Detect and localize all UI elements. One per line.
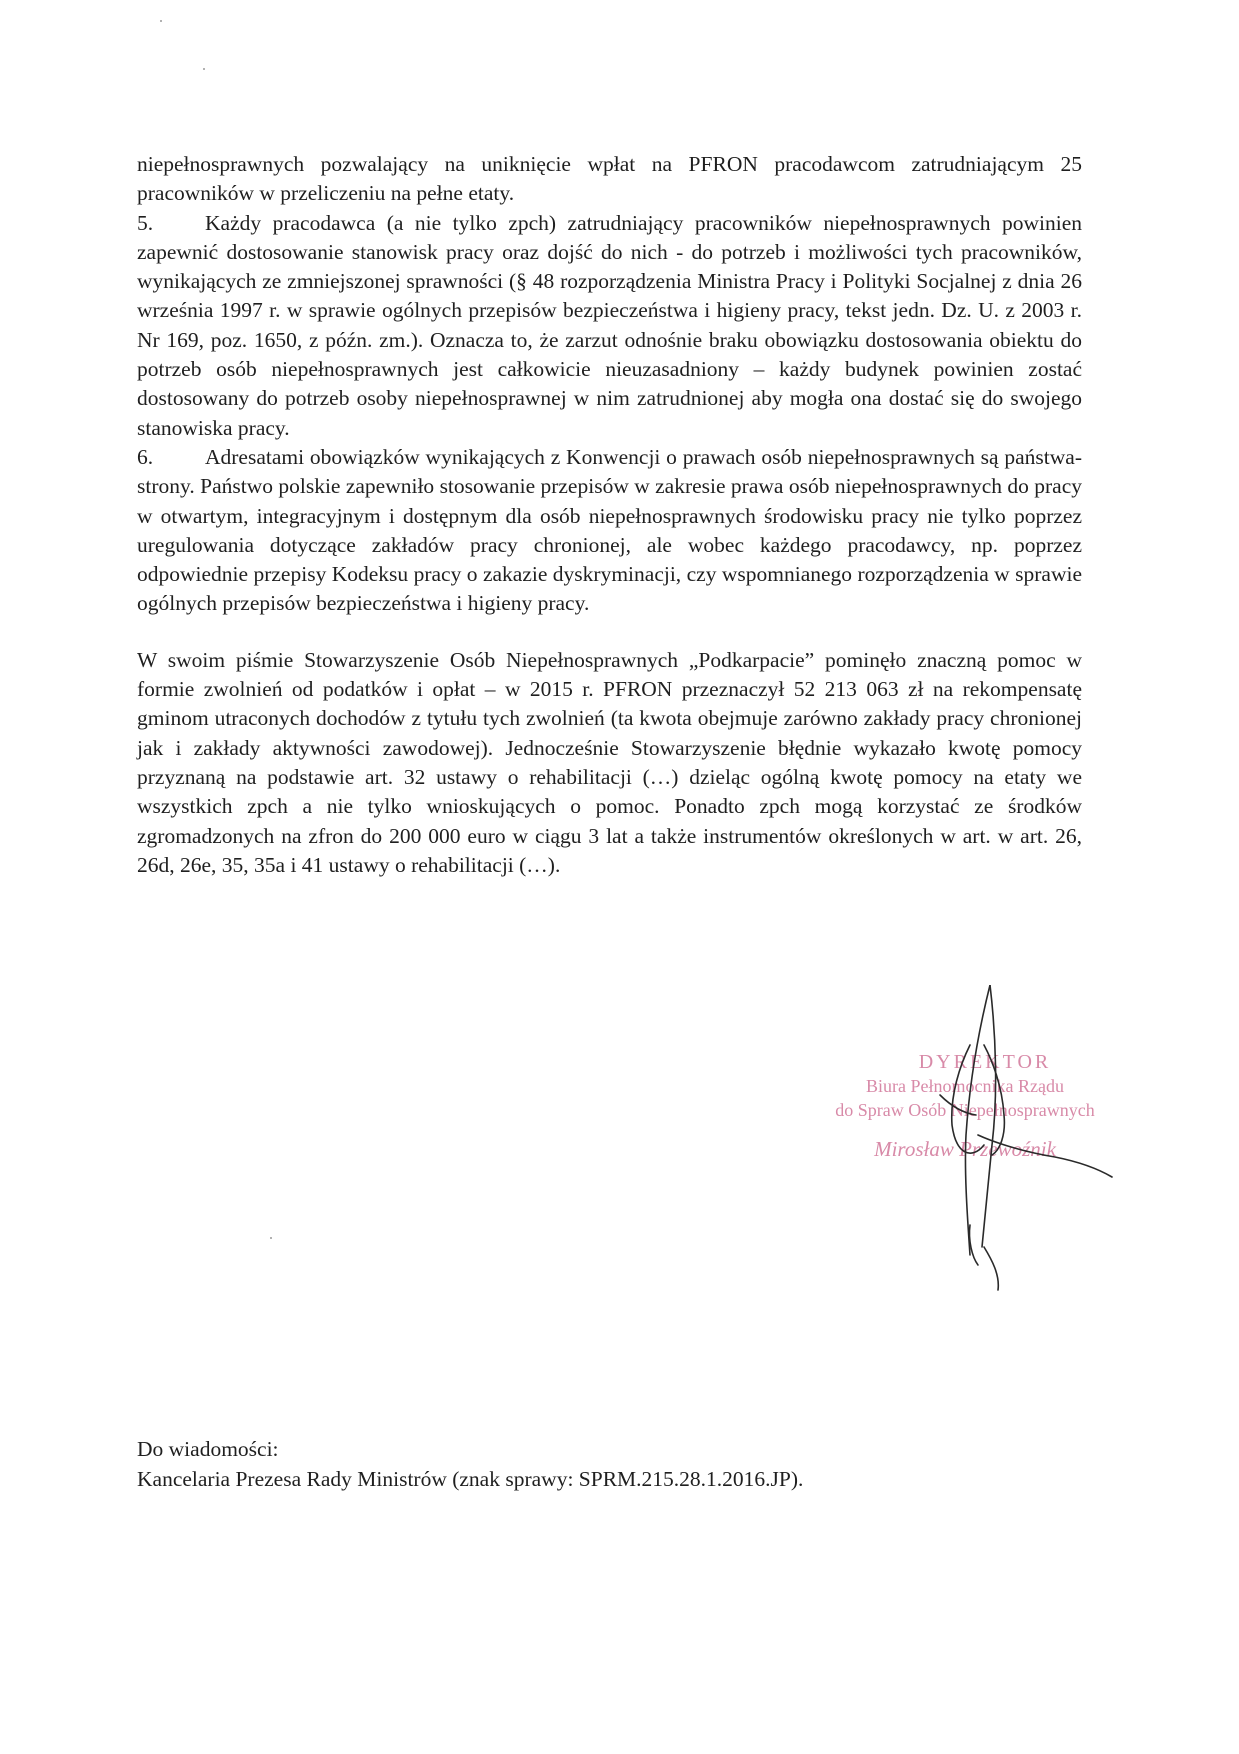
point-text: Każdy pracodawca (a nie tylko zpch) zatrudniający pracowników niepełnosprawnych powinien zapewnić dostosowanie stanowisk pracy oraz dojść do nich - do potrzeb i możliwości tych pracowników, wynikających ze zmniejszonej sprawności (§ 48 rozporządzenia Ministra Pracy i Polityki Socjalnej z dnia 26 września 1997 r. w sprawie ogólnych przepisów bezpieczeństwa i higieny pracy, tekst jedn. Dz. U. z 2003 r. Nr 169, poz. 1650, z późn. zm.). Oznacza to, że zarzut odnośnie braku obowiązku dostosowania obiektu do potrzeb osób niepełnosprawnych jest całkowicie nieuzasadniony – każdy budynek powinien zostać dostosowany do potrzeb osoby niepełnosprawnej w nim zatrudnionej aby mogła ona dostać się do swojego stanowiska pracy. [137, 210, 1082, 440]
paragraph-gap [137, 619, 1082, 646]
paragraph-summary: W swoim piśmie Stowarzyszenie Osób Niepełnosprawnych „Podkarpacie” pominęło znaczną pomoc w formie zwolnień od podatków i opłat – w 2015 r. PFRON przeznaczył 52 213 063 zł na rekompensatę gminom utraconych dochodów z tytułu tych zwolnień (ta kwota obejmuje zarówno zakłady pracy chronionej jak i zakłady aktywności zawodowej). Jednocześnie Stowarzyszenie błędnie wykazało kwotę pomocy przyznaną na podstawie art. 32 ustawy o rehabilitacji (…) dzieląc ogólną kwotę pomocy na etaty we wszystkich zpch a nie tylko wnioskujących o pomoc. Ponadto zpch mogą korzystać ze środków zgromadzonych na zfron do 200 000 euro w ciągu 3 lat a także instrumentów określonych w art. w art. 26, 26d, 26e, 35, 35a i 41 ustawy o rehabilitacji (…). [137, 647, 1082, 877]
point-text: Adresatami obowiązków wynikających z Konwencji o prawach osób niepełnosprawnych są państwa-strony. Państwo polskie zapewniło stosowanie przepisów w zakresie prawa osób niepełnosprawnych do pracy w otwartym, integracyjnym i dostępnym dla osób niepełnosprawnych środowisku pracy nie tylko poprzez uregulowania dotyczące zakładów pracy chronionej, ale wobec każdego pracodawcy, np. poprzez odpowiednie przepisy Kodeksu pracy o zakazie dyskryminacji, czy wspomnianego rozporządzenia w sprawie ogólnych przepisów bezpieczeństwa i higieny pracy. [137, 444, 1082, 616]
point-number: 5. [137, 210, 154, 235]
cc-label: Do wiadomości: [137, 1437, 279, 1461]
stamp-signatory-name: Mirosław Przewoźnik [874, 1137, 1056, 1161]
copy-recipients [137, 1434, 1097, 1494]
paragraph-point-6 [137, 443, 1082, 619]
scan-speck [160, 20, 162, 22]
scan-speck [270, 1237, 272, 1239]
stamp-office-line-1: Biura Pełnomocnika Rządu [866, 1076, 1064, 1096]
point-number: 6. [137, 444, 154, 469]
paragraph-continued: niepełnosprawnych pozwalający na uniknięcie wpłat na PFRON pracodawcom zatrudniającym 25 pracowników w przeliczeniu na pełne etaty. [137, 152, 1082, 206]
handwritten-signature [880, 985, 1120, 1295]
stamp-title: DYREKTOR [918, 1051, 1052, 1073]
stamp-office-line-2: do Spraw Osób Niepełnosprawnych [835, 1100, 1095, 1120]
paragraph-point-5 [137, 209, 1082, 443]
letter-body [137, 150, 1082, 880]
scan-speck [203, 68, 205, 70]
cc-recipient: Kancelaria Prezesa Rady Ministrów (znak sprawy: SPRM.215.28.1.2016.JP). [137, 1467, 804, 1491]
